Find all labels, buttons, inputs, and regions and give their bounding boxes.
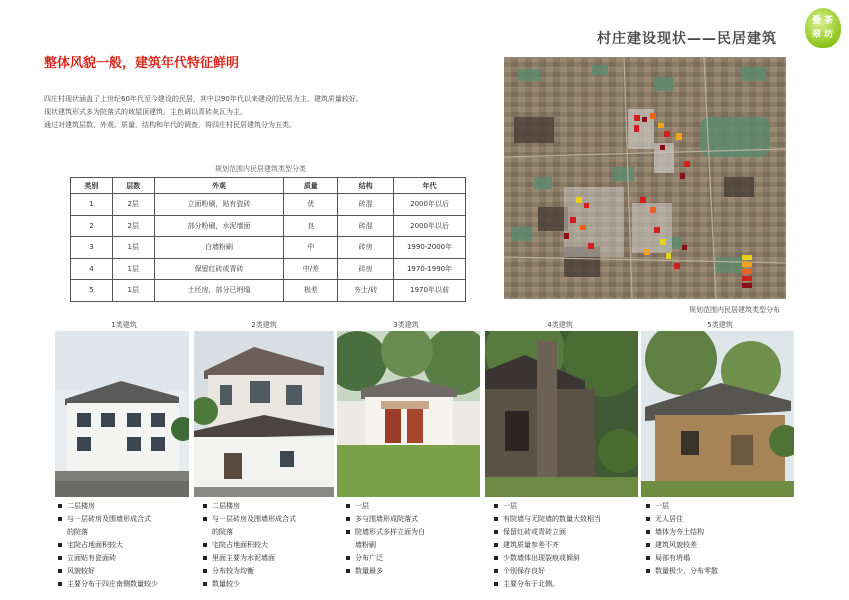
list-item: 院墙形式多样立面为白 — [343, 526, 425, 539]
list-item: 个别保存良好 — [491, 565, 601, 578]
list-item: 有院墙与无院墙的数量大致相当 — [491, 513, 601, 526]
intro-line: 现状建筑形式多为院落式的坡屋顶建筑，主色调以青砖灰瓦为主。 — [44, 108, 247, 116]
list-item: 风貌较好 — [55, 565, 158, 578]
list-item: 分布广泛 — [343, 552, 425, 565]
header-cell: 年代 — [394, 178, 466, 194]
table-cell: 2层 — [112, 215, 154, 237]
list-item: 主要分布于北侧。 — [491, 578, 601, 591]
headline: 整体风貌一般，建筑年代特征鲜明 — [44, 56, 240, 71]
logo-char: 坊 — [824, 30, 834, 40]
category-label-5: 5类建筑 — [707, 321, 733, 329]
legend-swatch — [742, 276, 752, 281]
table-cell: 部分粉刷，水泥墙面 — [154, 215, 284, 237]
list-item: 一层 — [491, 500, 601, 513]
category-label-3: 3类建筑 — [393, 321, 419, 329]
legend-swatch — [742, 255, 752, 260]
logo — [805, 8, 841, 48]
table-cell: 4 — [71, 258, 113, 280]
header-cell: 结构 — [338, 178, 394, 194]
list-item: 的院落 — [67, 528, 88, 536]
table-cell: 中/差 — [284, 258, 338, 280]
bullet-list-type-1 — [55, 500, 158, 591]
list-item: 墙体为夯土结构 — [643, 526, 718, 539]
list-item: 宅院占地面积较大 — [55, 539, 158, 552]
table-cell: 1990-2000年 — [394, 237, 466, 259]
legend-swatch — [742, 269, 752, 274]
list-item: 数量极少，分布零散 — [643, 565, 718, 578]
aerial-map-image — [504, 57, 786, 299]
intro-line: 四庄村现状涵盖了上世纪60年代至今建设的民居，其中以90年代以来建设的民居为主，建筑质量较好。 — [44, 95, 363, 103]
table-cell: 砖房 — [338, 237, 394, 259]
list-item: 墙粉刷 — [355, 541, 376, 549]
map-legend — [742, 255, 752, 288]
list-item: 的院落 — [212, 528, 233, 536]
header-cell: 质量 — [284, 178, 338, 194]
table-cell: 2层 — [112, 194, 154, 216]
list-item: 一层 — [343, 500, 425, 513]
list-item: 二层楼房 — [200, 500, 296, 513]
table-cell: 白墙粉刷 — [154, 237, 284, 259]
logo-char: 叠 — [812, 16, 822, 26]
table-cell: 1层 — [112, 258, 154, 280]
table-row — [71, 237, 466, 259]
bullet-list-type-3 — [343, 500, 425, 578]
list-item: 分布较为均衡 — [200, 565, 296, 578]
table-row — [71, 215, 466, 237]
list-item: 数量最多 — [343, 565, 425, 578]
list-item: 与一层砖房及围墙形成合式 — [55, 513, 158, 526]
table-cell: 土坯房，部分已坍塌 — [154, 280, 284, 302]
table-row — [71, 258, 466, 280]
list-item: 立面贴有瓷面砖 — [55, 552, 158, 565]
table-cell: 保留红砖或青砖 — [154, 258, 284, 280]
list-item: 二层楼房 — [55, 500, 158, 513]
building-type-table — [70, 177, 466, 302]
table-cell: 1970年以前 — [394, 280, 466, 302]
list-item: 主要分布于四庄南侧数量较少 — [55, 578, 158, 591]
list-item: 局部有坍塌 — [643, 552, 718, 565]
logo-char: 翠 — [812, 30, 822, 40]
photo-type-2 — [194, 331, 334, 497]
photo-type-5 — [641, 331, 794, 497]
intro-line: 通过对建筑层数、外观、质量、结构和年代的调查，将四庄村民居建筑分为五类。 — [44, 121, 296, 129]
photo-type-1 — [55, 331, 189, 497]
table-header-row — [71, 178, 466, 194]
list-item: 宅院占地面积较大 — [200, 539, 296, 552]
page-title: 村庄建设现状——民居建筑 — [597, 31, 777, 47]
list-item: 建筑风貌较差 — [643, 539, 718, 552]
table-cell: 1970-1990年 — [394, 258, 466, 280]
photo-type-4 — [485, 331, 638, 497]
bullet-list-type-5 — [643, 500, 718, 578]
table-cell: 2000年以后 — [394, 194, 466, 216]
table-cell: 3 — [71, 237, 113, 259]
table-cell: 1层 — [112, 280, 154, 302]
category-label-4: 4类建筑 — [547, 321, 573, 329]
table-cell: 1 — [71, 194, 113, 216]
list-item: 里面主要为水泥墙面 — [200, 552, 296, 565]
photo-type-3 — [337, 331, 480, 497]
table-cell: 立面粉刷，贴有瓷砖 — [154, 194, 284, 216]
list-item: 与一层砖房及围墙形成合式 — [200, 513, 296, 526]
bullet-list-type-2 — [200, 500, 296, 591]
aerial-map — [504, 57, 786, 299]
table-cell: 1层 — [112, 237, 154, 259]
table-cell: 2 — [71, 215, 113, 237]
table-cell: 5 — [71, 280, 113, 302]
table-cell: 极差 — [284, 280, 338, 302]
bullet-list-type-4 — [491, 500, 601, 591]
table-cell: 良 — [284, 215, 338, 237]
list-item: 无人居住 — [643, 513, 718, 526]
table-cell: 砖混 — [338, 194, 394, 216]
legend-swatch — [742, 283, 752, 288]
list-item: 多与围墙形成院落式 — [343, 513, 425, 526]
header-cell: 层数 — [112, 178, 154, 194]
table-cell: 中 — [284, 237, 338, 259]
list-item: 建筑质量参差不齐 — [491, 539, 601, 552]
header-cell: 类别 — [71, 178, 113, 194]
table-cell: 砖房 — [338, 258, 394, 280]
list-item: 数量较少 — [200, 578, 296, 591]
table-caption: 规划范围内民居建筑类型分类 — [215, 165, 306, 173]
header-cell: 外观 — [154, 178, 284, 194]
list-item: 少数墙体出现裂痕或倾斜 — [491, 552, 601, 565]
logo-char: 茶 — [824, 16, 834, 26]
table-cell: 优 — [284, 194, 338, 216]
category-label-1: 1类建筑 — [111, 321, 137, 329]
map-caption: 规划范围内民居建筑类型分布 — [689, 306, 780, 314]
table-cell: 砖混 — [338, 215, 394, 237]
table-row — [71, 280, 466, 302]
table-cell: 夯土/砖 — [338, 280, 394, 302]
legend-swatch — [742, 262, 752, 267]
table-cell: 2000年以后 — [394, 215, 466, 237]
table-row — [71, 194, 466, 216]
list-item: 一层 — [643, 500, 718, 513]
list-item: 保留红砖或青砖立面 — [491, 526, 601, 539]
category-label-2: 2类建筑 — [251, 321, 277, 329]
